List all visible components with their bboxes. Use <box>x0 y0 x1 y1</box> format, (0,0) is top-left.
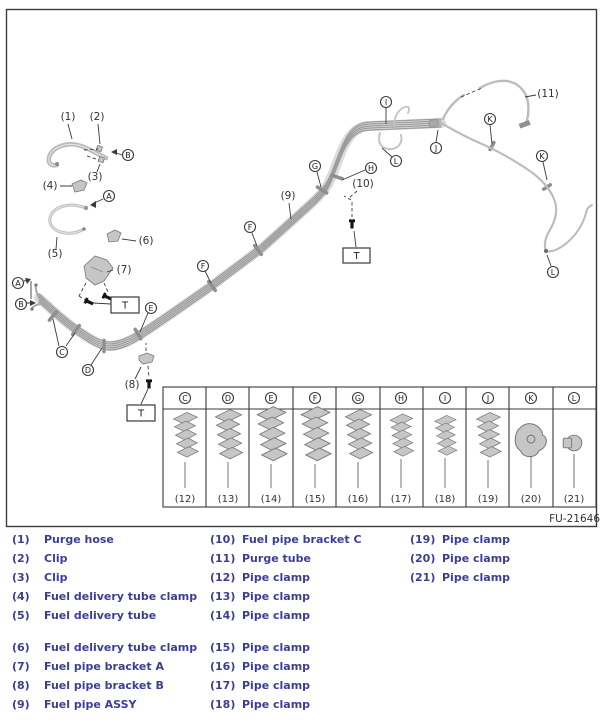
svg-text:F: F <box>312 393 318 403</box>
table-part-12: (12) <box>174 494 196 505</box>
part-label: Clip <box>44 571 68 584</box>
circled-letter-I <box>381 97 392 108</box>
circled-letter-B <box>16 299 27 310</box>
callout-3: (3) <box>87 171 103 183</box>
part-number: (19) <box>410 533 436 546</box>
svg-text:D: D <box>224 393 232 403</box>
svg-text:T: T <box>121 300 129 312</box>
tube-end-fitting <box>84 206 88 210</box>
parts-column-3 <box>410 530 600 587</box>
table-part-14: (14) <box>260 494 282 505</box>
part-label: Pipe clamp <box>242 571 311 584</box>
part-label: Clip <box>44 552 68 565</box>
svg-text:H: H <box>367 163 375 173</box>
part-label: Pipe clamp <box>242 609 311 622</box>
svg-text:K: K <box>487 114 493 124</box>
svg-text:F: F <box>247 222 253 232</box>
callout-4: (4) <box>42 180 58 192</box>
list-item <box>12 638 207 657</box>
circled-letter-K <box>485 114 496 125</box>
part-label: Pipe clamp <box>442 533 511 546</box>
svg-text:J: J <box>486 393 490 403</box>
part-label: Fuel pipe ASSY <box>44 698 137 711</box>
parts-group <box>210 530 405 625</box>
part-number: (11) <box>210 552 236 565</box>
circled-letter-J <box>431 143 442 154</box>
svg-text:T: T <box>137 408 145 420</box>
table-part-17: (17) <box>390 494 412 505</box>
callout-10: (10) <box>352 178 374 190</box>
part-number: (15) <box>210 641 236 654</box>
svg-text:A: A <box>15 278 21 288</box>
part-label: Fuel delivery tube <box>44 609 157 622</box>
part-label: Pipe clamp <box>242 679 311 692</box>
table-header-H <box>396 393 407 404</box>
table-part-18: (18) <box>434 494 456 505</box>
part-label: Purge tube <box>242 552 311 565</box>
parts-group <box>12 530 207 625</box>
callout-11: (11) <box>537 88 559 100</box>
callout-7: (7) <box>116 264 132 276</box>
svg-text:T: T <box>353 251 360 262</box>
tube-end-cap <box>82 227 86 231</box>
part-number: (10) <box>210 533 236 546</box>
svg-text:B: B <box>18 299 24 309</box>
svg-text:L: L <box>571 393 577 403</box>
parts-group <box>12 638 207 714</box>
part-label: Fuel delivery tube clamp <box>44 641 198 654</box>
pipe-end-cap <box>30 307 33 310</box>
callout-2: (2) <box>89 111 105 123</box>
table-part-19: (19) <box>477 494 499 505</box>
circled-letter-A <box>104 191 115 202</box>
list-item <box>12 568 207 587</box>
part-number: (7) <box>12 660 30 673</box>
table-part-20: (20) <box>520 494 542 505</box>
clip-3-drawing <box>98 157 104 163</box>
list-item <box>210 606 405 625</box>
part-label: Pipe clamp <box>442 571 511 584</box>
circled-letter-L <box>548 267 559 278</box>
list-item <box>210 568 405 587</box>
table-part-13: (13) <box>217 494 239 505</box>
callout-1: (1) <box>60 111 76 123</box>
circled-letter-C <box>57 347 68 358</box>
list-item <box>410 530 600 549</box>
parts-column-2 <box>210 530 405 714</box>
callout-8: (8) <box>124 379 140 391</box>
circled-letter-D <box>83 365 94 376</box>
circled-letter-F <box>245 222 256 233</box>
list-item <box>210 695 405 714</box>
part-number: (6) <box>12 641 30 654</box>
svg-text:C: C <box>59 347 65 357</box>
part-label: Pipe clamp <box>242 660 311 673</box>
callout-9: (9) <box>280 190 296 202</box>
part-number: (13) <box>210 590 236 603</box>
pipe-junction <box>429 119 439 127</box>
parts-group <box>410 530 600 587</box>
part-number: (20) <box>410 552 436 565</box>
part-label: Fuel pipe bracket C <box>242 533 362 546</box>
svg-text:I: I <box>443 393 447 403</box>
table-header-G <box>353 393 364 404</box>
part-number: (3) <box>12 571 30 584</box>
list-item <box>210 587 405 606</box>
table-part-16: (16) <box>347 494 369 505</box>
svg-text:L: L <box>550 267 556 277</box>
part-number: (5) <box>12 609 30 622</box>
list-item <box>410 568 600 587</box>
table-header-I <box>440 393 451 404</box>
list-item <box>12 606 207 625</box>
svg-text:E: E <box>148 303 154 313</box>
svg-text:J: J <box>434 143 438 153</box>
table-header-J <box>483 393 494 404</box>
part-number: (17) <box>210 679 236 692</box>
list-item <box>12 657 207 676</box>
list-item <box>12 695 207 714</box>
part-number: (18) <box>210 698 236 711</box>
list-item <box>210 638 405 657</box>
callout-5: (5) <box>47 248 63 260</box>
circled-letter-A <box>13 278 24 289</box>
svg-text:G: G <box>354 393 362 403</box>
table-header-C <box>180 393 191 404</box>
part-label: Fuel pipe bracket A <box>44 660 164 673</box>
table-part-21: (21) <box>563 494 585 505</box>
part-number: (8) <box>12 679 30 692</box>
list-item <box>210 530 405 549</box>
circled-letter-K <box>537 151 548 162</box>
table-header-E <box>266 393 277 404</box>
svg-text:D: D <box>84 365 92 375</box>
table-header-D <box>223 393 234 404</box>
circled-letter-H <box>366 163 377 174</box>
svg-text:B: B <box>125 150 131 160</box>
part-number: (16) <box>210 660 236 673</box>
part-label: Fuel pipe bracket B <box>44 679 164 692</box>
svg-text:H: H <box>397 393 405 403</box>
list-item <box>12 530 207 549</box>
table-part-15: (15) <box>304 494 326 505</box>
list-item <box>12 587 207 606</box>
circled-letter-F <box>198 261 209 272</box>
svg-text:E: E <box>268 393 274 403</box>
svg-text:K: K <box>528 393 534 403</box>
part-number: (4) <box>12 590 30 603</box>
svg-text:I: I <box>384 97 388 107</box>
tightening-marker-box <box>343 248 370 263</box>
parts-group <box>210 638 405 714</box>
hose-end-fitting <box>55 162 59 166</box>
list-item <box>210 549 405 568</box>
list-item <box>12 549 207 568</box>
parts-column-1 <box>12 530 207 714</box>
svg-text:K: K <box>539 151 545 161</box>
part-label: Fuel delivery tube clamp <box>44 590 198 603</box>
table-header-L <box>569 393 580 404</box>
pipe-end-cap <box>34 283 37 286</box>
part-label: Pipe clamp <box>242 641 311 654</box>
svg-text:L: L <box>393 156 399 166</box>
rear-line-end-cap <box>544 249 548 253</box>
tightening-marker-box <box>111 297 139 313</box>
list-item <box>210 676 405 695</box>
table-header-F <box>310 393 321 404</box>
list-item <box>210 657 405 676</box>
circled-letter-E <box>146 303 157 314</box>
part-label: Pipe clamp <box>442 552 511 565</box>
svg-text:C: C <box>182 393 188 403</box>
part-number: (2) <box>12 552 30 565</box>
circled-letter-G <box>310 161 321 172</box>
circled-letter-L <box>391 156 402 167</box>
part-label: Pipe clamp <box>242 698 311 711</box>
svg-text:G: G <box>311 161 319 171</box>
part-number: (1) <box>12 533 30 546</box>
part-label: Purge hose <box>44 533 114 546</box>
figure-id: FU-21646 <box>549 513 600 525</box>
part-number: (14) <box>210 609 236 622</box>
part-number: (12) <box>210 571 236 584</box>
part-number: (9) <box>12 698 30 711</box>
list-item <box>410 549 600 568</box>
callout-6: (6) <box>138 235 154 247</box>
svg-text:F: F <box>200 261 206 271</box>
svg-text:A: A <box>106 191 112 201</box>
list-item <box>12 676 207 695</box>
part-label: Pipe clamp <box>242 590 311 603</box>
table-header-K <box>526 393 537 404</box>
part-number: (21) <box>410 571 436 584</box>
circled-letter-B <box>123 150 134 161</box>
tightening-marker-box <box>127 405 155 421</box>
